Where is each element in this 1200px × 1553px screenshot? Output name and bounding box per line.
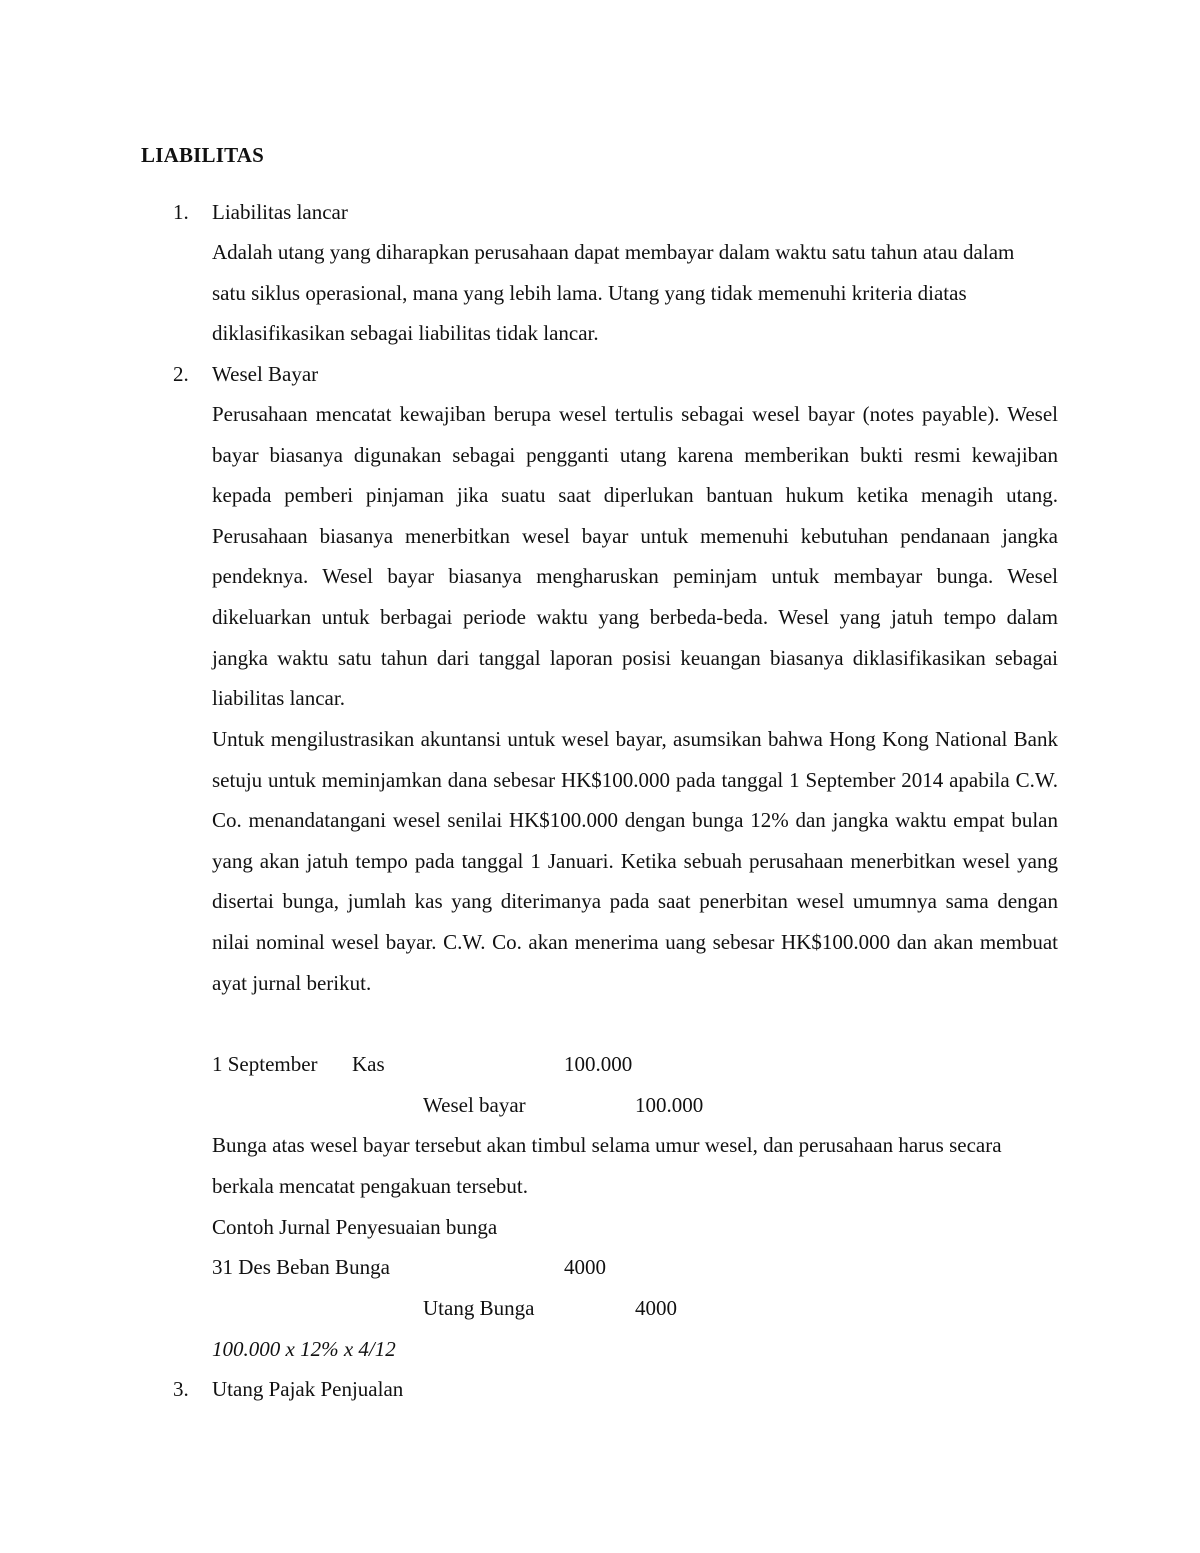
section-number-3: 3. xyxy=(173,1377,189,1401)
section-heading-liabilitas-lancar: Liabilitas lancar xyxy=(212,200,348,224)
section-number-2: 2. xyxy=(173,362,189,386)
journal-1-debit-amount: 100.000 xyxy=(564,1052,633,1076)
journal-1-debit-account: Kas xyxy=(352,1052,385,1076)
section-2-paragraph-2: Untuk mengilustrasikan akuntansi untuk wesel bayar, asumsikan bahwa Hong Kong National Bank setuju untuk meminjamkan dana sebesar HK$100.000 pada tanggal 1 September 2014 apabila C.W. Co. menandatangani wesel senilai HK$100.000 dengan bunga 12% dan jangka waktu empat bulan yang akan jatuh tempo pada tanggal 1 Januari. Ketika sebuah perusahaan menerbitkan wesel yang disertai bunga, jumlah kas yang diterimanya pada saat penerbitan wesel umumnya sama dengan nilai nominal wesel bayar. C.W. Co. akan menerima uang sebesar HK$100.000 dan akan membuat ayat jurnal berikut. xyxy=(212,727,1058,995)
section-2-paragraph-3: Bunga atas wesel bayar tersebut akan timbul selama umur wesel, dan perusahaan harus secara berkala mencatat pengakuan tersebut. xyxy=(212,1133,1002,1198)
document-title: LIABILITAS xyxy=(141,143,264,167)
journal-1-credit-amount: 100.000 xyxy=(635,1093,704,1117)
journal-1-date: 1 September xyxy=(212,1052,318,1076)
section-heading-utang-pajak-penjualan: Utang Pajak Penjualan xyxy=(212,1377,404,1401)
interest-formula: 100.000 x 12% x 4/12 xyxy=(212,1337,396,1361)
journal-2-debit-amount: 4000 xyxy=(564,1255,606,1279)
example-label: Contoh Jurnal Penyesuaian bunga xyxy=(212,1215,498,1239)
section-number-1: 1. xyxy=(173,200,189,224)
journal-2-credit-account: Utang Bunga xyxy=(423,1296,535,1320)
journal-2-date-account: 31 Des Beban Bunga xyxy=(212,1255,390,1279)
journal-2-credit-amount: 4000 xyxy=(635,1296,677,1320)
journal-1-credit-account: Wesel bayar xyxy=(423,1093,526,1117)
section-2-paragraph-1: Perusahaan mencatat kewajiban berupa wesel tertulis sebagai wesel bayar (notes payable). Wesel bayar biasanya digunakan sebagai pengganti utang karena memberikan bukti resmi kewajiban kepada pemberi pinjaman jika suatu saat diperlukan bantuan hukum ketika menagih utang. Perusahaan biasanya menerbitkan wesel bayar untuk memenuhi kebutuhan pendanaan jangka pendeknya. Wesel bayar biasanya mengharuskan peminjam untuk membayar bunga. Wesel dikeluarkan untuk berbagai periode waktu yang berbeda-beda. Wesel yang jatuh tempo dalam jangka waktu satu tahun dari tanggal laporan posisi keuangan biasanya diklasifikasikan sebagai liabilitas lancar. xyxy=(212,402,1058,711)
section-1-paragraph: Adalah utang yang diharapkan perusahaan dapat membayar dalam waktu satu tahun atau dalam satu siklus operasional, mana yang lebih lama. Utang yang tidak memenuhi kriteria diatas diklasifikasikan sebagai liabilitas tidak lancar. xyxy=(212,240,1015,346)
section-heading-wesel-bayar: Wesel Bayar xyxy=(212,362,319,386)
